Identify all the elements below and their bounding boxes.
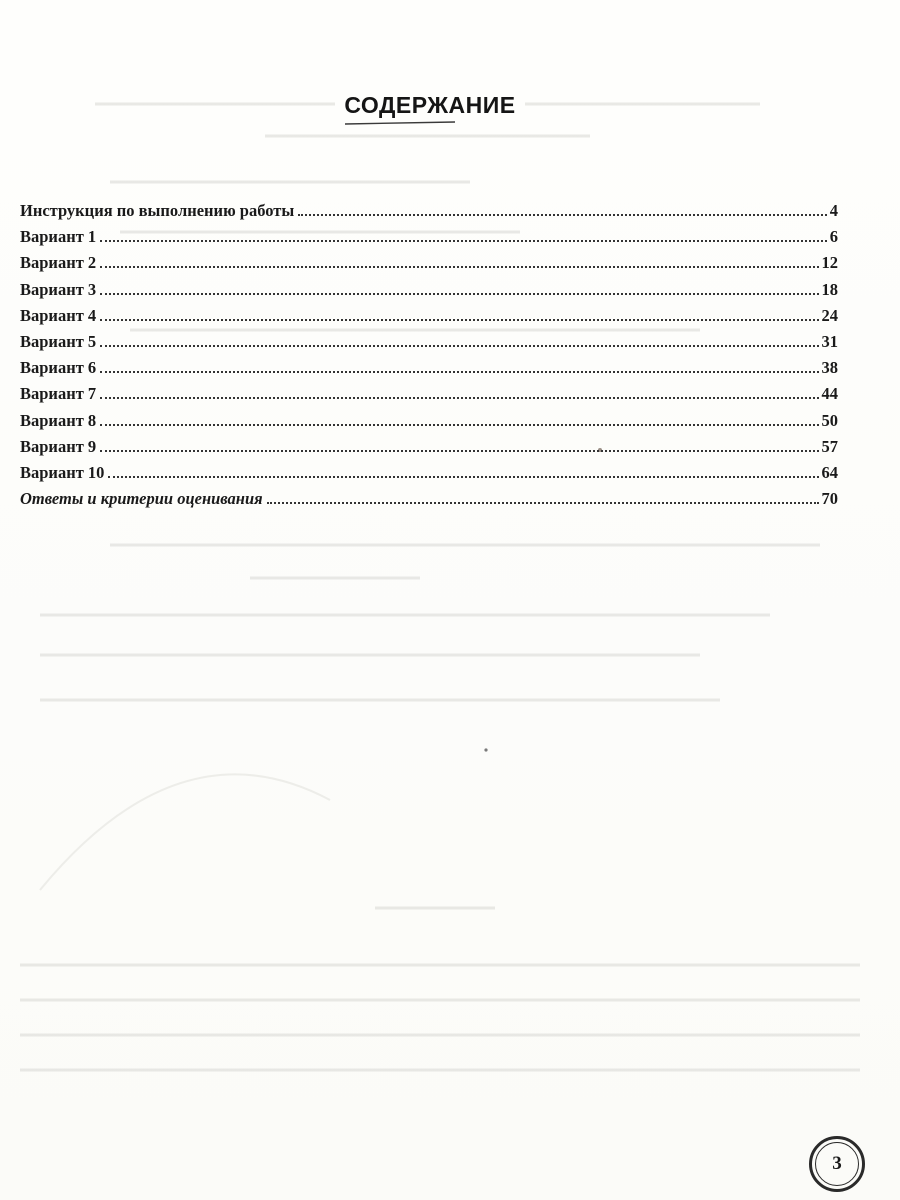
- toc-entry-page: 18: [821, 279, 838, 299]
- toc-dot-leader: [100, 345, 818, 347]
- toc-entry-page: 57: [821, 436, 838, 456]
- toc-entry-label: Вариант 2: [20, 253, 97, 273]
- toc-entry: [20, 408, 838, 434]
- toc-entry-page: 44: [821, 384, 838, 404]
- toc-entry-page: 6: [829, 227, 838, 247]
- toc-entry-page: 31: [821, 331, 838, 351]
- toc-entry-page: 70: [821, 489, 838, 509]
- toc-entry: [20, 277, 838, 303]
- toc-entry-label: Вариант 10: [20, 462, 105, 482]
- toc-entry: [20, 329, 838, 355]
- toc-dot-leader: [100, 450, 818, 452]
- toc-entry-page: 50: [821, 410, 838, 430]
- table-of-contents: [20, 198, 838, 512]
- page-number-badge: [809, 1136, 865, 1192]
- toc-entry-label: Вариант 7: [20, 384, 97, 404]
- page-number: 3: [815, 1142, 859, 1186]
- toc-entry-label: Ответы и критерии оценивания: [20, 489, 263, 509]
- title-underline: [0, 118, 900, 130]
- toc-entry: [20, 486, 838, 512]
- page-title: СОДЕРЖАНИЕ: [344, 92, 516, 118]
- toc-dot-leader: [298, 214, 826, 216]
- toc-entry: [20, 250, 838, 276]
- toc-entry: [20, 224, 838, 250]
- toc-entry-label: Вариант 6: [20, 358, 97, 378]
- toc-dot-leader: [100, 293, 818, 295]
- toc-dot-leader: [100, 371, 818, 373]
- toc-dot-leader: [100, 424, 818, 426]
- toc-entry: [20, 434, 838, 460]
- toc-dot-leader: [100, 240, 827, 242]
- toc-entry: [20, 381, 838, 407]
- toc-dot-leader: [108, 476, 818, 478]
- toc-entry: [20, 355, 838, 381]
- toc-entry-label: Вариант 5: [20, 331, 97, 351]
- toc-entry-page: 24: [821, 305, 838, 325]
- toc-dot-leader: [100, 266, 818, 268]
- toc-entry: [20, 460, 838, 486]
- toc-entry-page: 64: [821, 462, 838, 482]
- toc-dot-leader: [267, 502, 819, 504]
- toc-entry-label: Инструкция по выполнению работы: [20, 201, 295, 220]
- toc-entry-label: Вариант 3: [20, 279, 97, 299]
- toc-entry-page: 12: [821, 253, 838, 273]
- toc-entry-label: Вариант 9: [20, 436, 97, 456]
- toc-dot-leader: [100, 397, 818, 399]
- toc-entry-page: 4: [829, 201, 838, 220]
- toc-entry-label: Вариант 8: [20, 410, 97, 430]
- toc-entry-label: Вариант 4: [20, 305, 97, 325]
- toc-dot-leader: [100, 319, 818, 321]
- toc-entry: [20, 303, 838, 329]
- toc-entry: [20, 198, 838, 224]
- toc-entry-page: 38: [821, 358, 838, 378]
- toc-entry-label: Вариант 1: [20, 227, 97, 247]
